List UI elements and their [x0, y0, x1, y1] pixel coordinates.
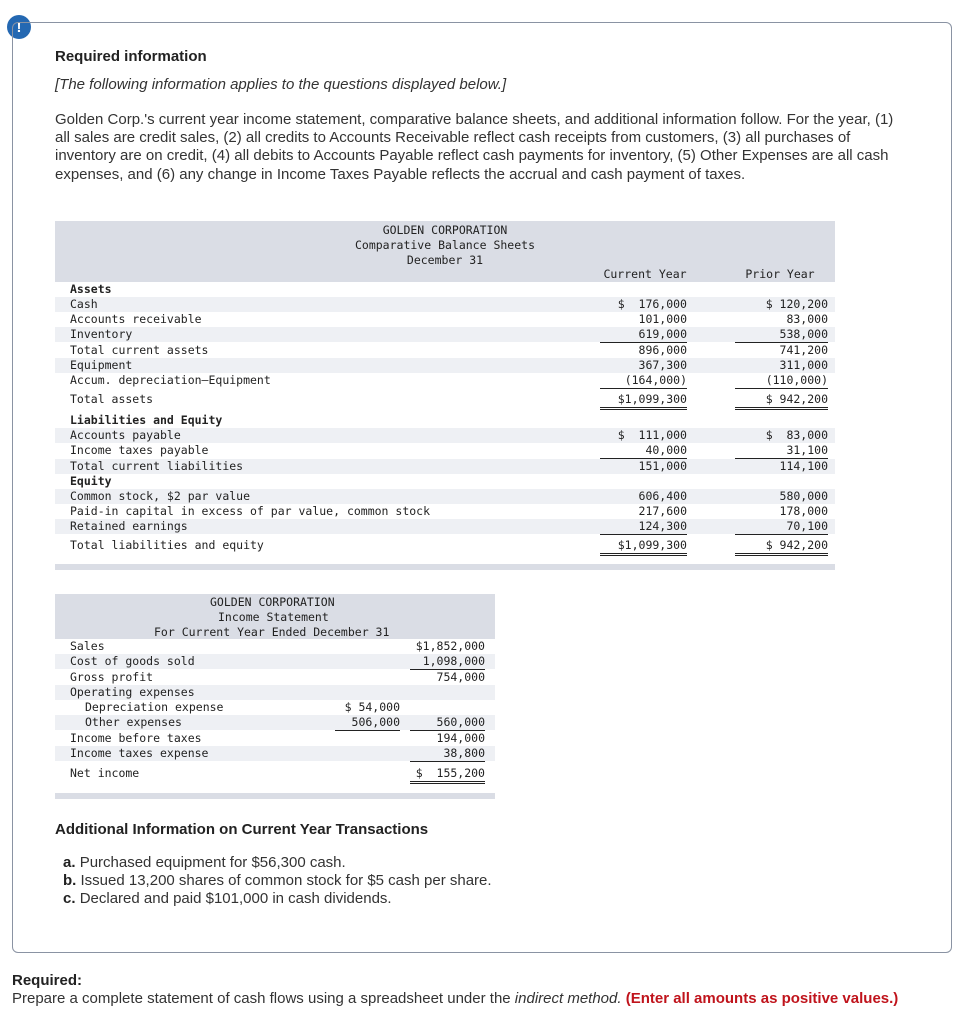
bs-date: December 31 [406, 253, 484, 267]
amount: 506,000 [335, 715, 400, 731]
is-title: Income Statement [218, 610, 329, 624]
is-row-net-income [55, 766, 495, 781]
amount: $ 54,000 [344, 700, 400, 714]
list-item [63, 854, 492, 872]
amount: 754,000 [436, 670, 485, 684]
panel-title: Required information [55, 48, 207, 65]
col-current-year: Current Year [603, 267, 687, 281]
prior-year-value: $ 942,200 [735, 538, 828, 556]
current-year-value: 367,300 [638, 358, 687, 372]
required-text-emphasis: (Enter all amounts as positive values.) [625, 990, 899, 1007]
row-label: Total current assets [70, 343, 209, 357]
item-text: Purchased equipment for $56,300 cash. [79, 854, 346, 871]
total-amount: 560,000 [410, 715, 485, 731]
prior-year-value: 538,000 [735, 327, 828, 343]
income-statement-heading [55, 595, 495, 640]
liabilities-heading: Liabilities and Equity [70, 413, 223, 427]
current-year-value: $ 111,000 [617, 428, 687, 442]
alert-icon: ! [7, 15, 31, 39]
is-row-sales [55, 639, 495, 654]
equity-heading: Equity [70, 474, 112, 488]
additional-info-list [63, 854, 492, 908]
is-row-depreciation [55, 700, 495, 715]
bs-row-assets-heading [55, 282, 835, 297]
current-year-value: $1,099,300 [600, 538, 687, 556]
row-label: Other expenses [85, 715, 182, 729]
row-label: Net income [70, 766, 140, 780]
panel-subtitle: [The following information applies to the questions displayed below.] [55, 76, 507, 93]
income-statement-footer [55, 793, 495, 799]
assets-heading: Assets [70, 282, 112, 296]
required-text-method: indirect method. [514, 990, 622, 1007]
row-label: Common stock, $2 par value [70, 489, 251, 503]
row-label: Cost of goods sold [70, 654, 195, 668]
bs-row-cash [55, 297, 835, 312]
list-item [63, 872, 492, 890]
is-row-other-expenses [55, 715, 495, 730]
bs-row-equity-heading [55, 474, 835, 489]
prior-year-value: 83,000 [786, 312, 828, 326]
item-marker: c. [63, 890, 76, 907]
is-row-cogs [55, 654, 495, 669]
is-row-opex-heading [55, 685, 495, 700]
is-row-income-before-taxes [55, 731, 495, 746]
row-label: Depreciation expense [85, 700, 224, 714]
prior-year-value: 580,000 [779, 489, 828, 503]
current-year-value: 124,300 [600, 519, 687, 535]
bs-row-accounts-payable [55, 428, 835, 443]
col-prior-year: Prior Year [745, 267, 815, 281]
is-row-income-taxes-expense [55, 746, 495, 761]
required-text-main: Prepare a complete statement of cash flows using a spreadsheet under the [12, 990, 515, 1007]
balance-sheet-heading [55, 223, 835, 268]
bs-row-total-liabilities-equity [55, 538, 835, 553]
amount: $ 155,200 [410, 766, 485, 784]
current-year-value: $1,099,300 [600, 392, 687, 410]
prior-year-value: 741,200 [779, 343, 828, 357]
current-year-value: 40,000 [600, 443, 687, 459]
row-label: Total assets [70, 392, 154, 406]
bs-row-inventory [55, 327, 835, 342]
bs-row-total-current-liabilities [55, 459, 835, 474]
bs-row-paid-in-capital [55, 504, 835, 519]
current-year-value: 619,000 [600, 327, 687, 343]
row-label: Income taxes payable [70, 443, 209, 457]
current-year-value: 151,000 [638, 459, 687, 473]
row-label: Operating expenses [70, 685, 195, 699]
current-year-value: 896,000 [638, 343, 687, 357]
additional-info-title: Additional Information on Current Year Transactions [55, 821, 429, 838]
amount: 38,800 [410, 746, 485, 762]
item-marker: a. [63, 854, 76, 871]
intro-paragraph: Golden Corp.'s current year income statement, comparative balance sheets, and additional information follow. For the year, (1) all sales are credit sales, (2) all credits to Accounts Receivable reflect cash receipts from customers, (3) all purchases of inventory are on credit, (4) all debits to Accounts Payable reflect cash payments for inventory, (5) Other Expenses are all cash expenses, and (6) any change in Income Taxes Payable reflects the accrual and cash payment of taxes. [55, 111, 894, 183]
row-label: Equipment [70, 358, 133, 372]
row-label: Cash [70, 297, 98, 311]
item-marker: b. [63, 872, 77, 889]
current-year-value: 217,600 [638, 504, 687, 518]
current-year-value: (164,000) [600, 373, 687, 389]
item-text: Declared and paid $101,000 in cash dividends. [79, 890, 392, 907]
row-label: Inventory [70, 327, 133, 341]
balance-sheet-footer [55, 564, 835, 570]
bs-row-total-assets [55, 392, 835, 407]
row-label: Retained earnings [70, 519, 188, 533]
bs-row-retained-earnings [55, 519, 835, 534]
amount: 194,000 [436, 731, 485, 745]
row-label: Income before taxes [70, 731, 202, 745]
row-label: Total current liabilities [70, 459, 244, 473]
is-row-gross-profit [55, 670, 495, 685]
row-label: Income taxes expense [70, 746, 209, 760]
bs-row-total-current-assets [55, 343, 835, 358]
current-year-value: 101,000 [638, 312, 687, 326]
prior-year-value: $ 83,000 [765, 428, 828, 442]
row-label: Paid-in capital in excess of par value, common stock [70, 504, 431, 518]
bs-row-accounts-receivable [55, 312, 835, 327]
bs-company-name: GOLDEN CORPORATION [382, 223, 508, 237]
prior-year-value: 31,100 [735, 443, 828, 459]
bs-title: Comparative Balance Sheets [354, 238, 535, 252]
balance-sheet-table [55, 221, 835, 570]
is-company-name: GOLDEN CORPORATION [210, 595, 335, 609]
is-period: For Current Year Ended December 31 [154, 625, 390, 639]
prior-year-value: 114,100 [779, 459, 828, 473]
bs-row-equipment [55, 358, 835, 373]
amount: $1,852,000 [415, 639, 485, 653]
prior-year-value: 178,000 [779, 504, 828, 518]
bs-row-income-taxes-payable [55, 443, 835, 458]
list-item [63, 890, 492, 908]
row-label: Accounts receivable [70, 312, 202, 326]
row-label: Sales [70, 639, 105, 653]
row-label: Gross profit [70, 670, 154, 684]
prior-year-value: 70,100 [735, 519, 828, 535]
bs-row-accum-depreciation [55, 373, 835, 388]
prior-year-value: $ 942,200 [735, 392, 828, 410]
current-year-value: $ 176,000 [617, 297, 687, 311]
row-label: Accounts payable [70, 428, 181, 442]
item-text: Issued 13,200 shares of common stock for $5 cash per share. [80, 872, 492, 889]
bs-row-common-stock [55, 489, 835, 504]
current-year-value: 606,400 [638, 489, 687, 503]
prior-year-value: (110,000) [735, 373, 828, 389]
income-statement-table [55, 594, 495, 799]
required-label: Required: [12, 972, 83, 989]
prior-year-value: 311,000 [779, 358, 828, 372]
row-label: Total liabilities and equity [70, 538, 264, 552]
amount: 1,098,000 [410, 654, 485, 670]
prior-year-value: $ 120,200 [765, 297, 828, 311]
required-instructions [12, 990, 898, 1007]
row-label: Accum. depreciation—Equipment [70, 373, 271, 387]
bs-row-liabilities-heading [55, 413, 835, 428]
